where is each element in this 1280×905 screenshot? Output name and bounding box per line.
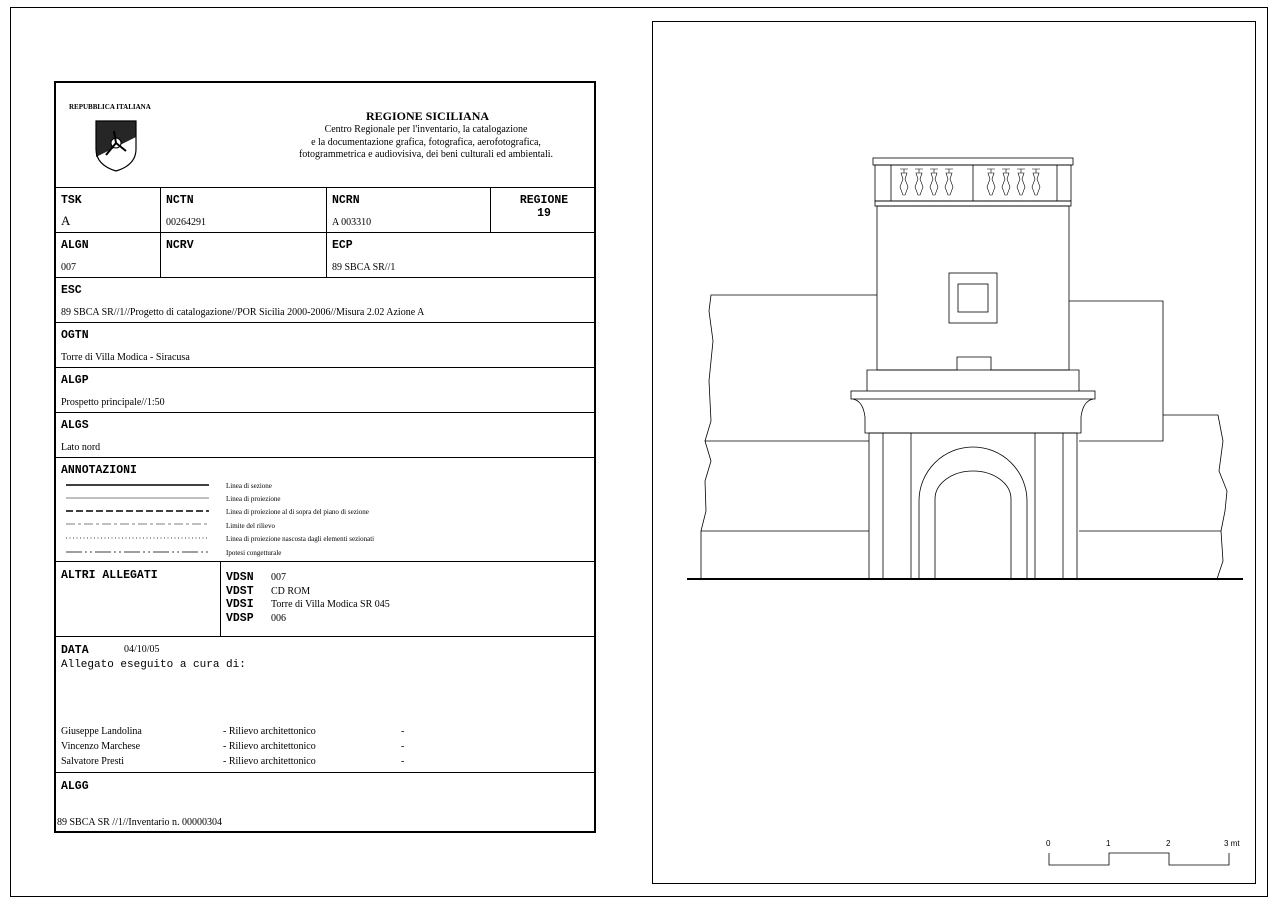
algs-label: ALGS <box>61 419 89 432</box>
nctn-label: NCTN <box>166 194 194 207</box>
annotazioni-label: ANNOTAZIONI <box>61 464 137 477</box>
center-line: fotogrammetrica e audiovisiva, dei beni culturali ed ambientali. <box>298 149 554 160</box>
regione-value: 19 <box>537 207 551 220</box>
region-title: REGIONE SICILIANA <box>366 109 490 123</box>
legend-label: Linea di proiezione al di sopra del piano di sezione <box>226 508 369 516</box>
allegato-value: Torre di Villa Modica SR 045 <box>271 599 390 610</box>
catalog-card <box>54 81 596 833</box>
legend-label: Ipotesi congetturale <box>226 549 282 557</box>
scale-bar <box>1049 853 1229 865</box>
allegati-list <box>226 567 390 625</box>
person-name: Salvatore Presti <box>61 756 125 767</box>
person-role: - Rilievo architettonico <box>223 741 316 752</box>
data-label: DATA <box>61 644 89 657</box>
tsk-label: TSK <box>61 194 82 207</box>
allegato-key: VDSN <box>226 571 254 584</box>
algn-label: ALGN <box>61 239 89 252</box>
ogtn-label: OGTN <box>61 329 89 342</box>
scale-label: 3 mt <box>1224 839 1240 848</box>
allegato-key: VDST <box>226 584 254 598</box>
allegati-label: ALTRI ALLEGATI <box>61 569 158 582</box>
ncrn-value: A 003310 <box>332 217 372 228</box>
scale-label: 1 <box>1106 839 1111 848</box>
line-legend <box>66 481 216 561</box>
regione-label: REGIONE <box>519 194 569 207</box>
algp-label: ALGP <box>61 374 89 387</box>
person-dash: - <box>401 756 405 767</box>
algp-value: Prospetto principale//1:50 <box>61 397 165 408</box>
algs-value: Lato nord <box>61 442 101 453</box>
algn-value: 007 <box>61 262 76 273</box>
person-dash: - <box>401 741 405 752</box>
republic-label: REPUBBLICA ITALIANA <box>69 103 151 111</box>
esc-label: ESC <box>61 284 82 297</box>
center-description <box>276 124 576 162</box>
allegato-value: 006 <box>271 612 286 624</box>
algg-value: 89 SBCA SR //1//Inventario n. 00000304 <box>57 817 223 828</box>
allegato-value: CD ROM <box>271 585 311 597</box>
cura-text: Allegato eseguito a cura di: <box>61 659 246 671</box>
ncrv-label: NCRV <box>166 239 194 252</box>
algg-label: ALGG <box>61 780 89 793</box>
ogtn-value: Torre di Villa Modica - Siracusa <box>61 352 190 363</box>
legend-label: Linea di proiezione nascosta dagli elementi sezionati <box>226 535 375 543</box>
person-dash: - <box>401 726 405 737</box>
scale-label: 2 <box>1166 839 1171 848</box>
region-emblem <box>92 119 140 173</box>
allegato-value: 007 <box>271 572 286 583</box>
legend-label: Linea di proiezione <box>226 495 281 503</box>
tower-elevation-drawing <box>653 22 1255 883</box>
drawing-frame <box>652 21 1256 884</box>
person-role: - Rilievo architettonico <box>223 756 316 767</box>
person-name: Vincenzo Marchese <box>61 741 141 752</box>
ecp-value: 89 SBCA SR//1 <box>332 262 396 273</box>
person-name: Giuseppe Landolina <box>61 726 142 737</box>
allegato-key: VDSP <box>226 611 254 625</box>
center-line: e la documentazione grafica, fotografica, aerofotografica, <box>311 136 541 148</box>
tsk-value: A <box>61 213 71 228</box>
scale-label: 0 <box>1046 839 1051 848</box>
ecp-label: ECP <box>332 239 353 252</box>
esc-value: 89 SBCA SR//1//Progetto di catalogazione//POR Sicilia 2000-2006//Misura 2.02 Azione A <box>61 307 425 318</box>
person-role: - Rilievo architettonico <box>223 726 316 737</box>
allegato-key: VDSI <box>226 598 254 611</box>
data-date: 04/10/05 <box>124 644 160 655</box>
legend-label: Limite del rilievo <box>226 522 275 530</box>
legend-label: Linea di sezione <box>226 482 272 490</box>
center-line: Centro Regionale per l'inventario, la catalogazione <box>324 124 528 135</box>
nctn-value: 00264291 <box>166 217 206 228</box>
ncrn-label: NCRN <box>332 194 360 207</box>
